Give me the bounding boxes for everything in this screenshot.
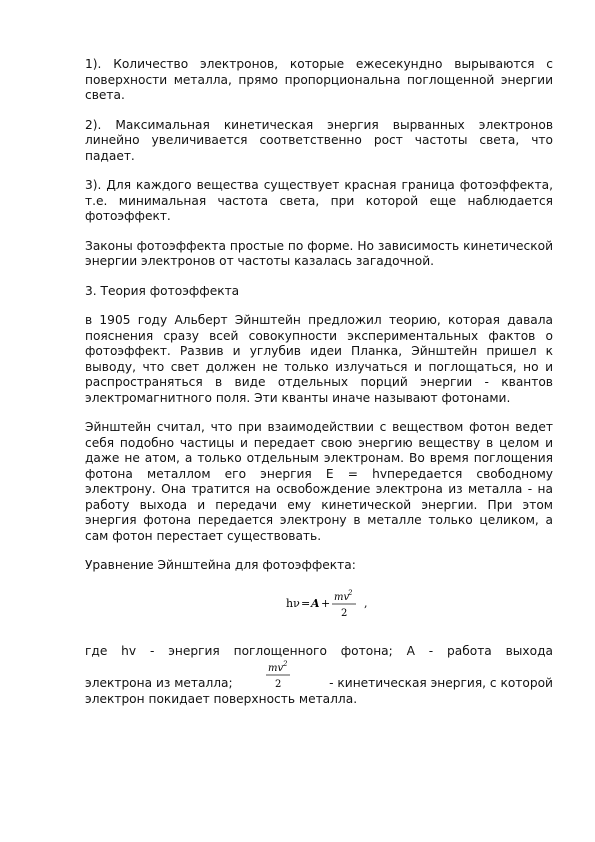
einstein-equation-svg	[284, 588, 384, 622]
equation-intro: Уравнение Эйнштейна для фотоэффекта:	[85, 558, 356, 572]
inline-frac-denominator: 2	[274, 678, 282, 690]
formula-lhs: hν	[286, 596, 300, 610]
einstein-interaction-paragraph: Эйнштейн считал, что при взаимодействии с веществом фотон ведет себя подобно частицы и передает свою энергию веществу в целом и даже не атом, а только отдельным электронам. Во время поглощения фотона металлом его энергия E = hvпередается свободному электрону. Она тратится на освобождение электрона из металла - на работу выхода и передачи ему кинетической энергии. При этом энергия фотона передается электрону в металле только целиком, а сам фотон перестает существовать.	[85, 420, 553, 543]
explanation-paragraph	[85, 644, 553, 707]
explanation-line-2-after: - кинетическая энергия, с которой	[329, 676, 553, 690]
explanation-line-1: где hv - энергия поглощенного фотона; A - работа выхода	[85, 644, 553, 658]
section-heading: 3. Теория фотоэффекта	[85, 283, 240, 298]
document-page	[85, 57, 553, 707]
formula-plus: +	[321, 596, 331, 610]
law-3-paragraph: 3). Для каждого вещества существует красная граница фотоэффекта, т.е. минимальная частота света, при которой еще наблюдается фотоэффект.	[85, 178, 553, 223]
law-2-paragraph: 2). Максимальная кинетическая энергия вырванных электронов линейно увеличивается соответственно рост частоты света, что падает.	[85, 117, 553, 163]
explanation-line-2	[85, 660, 553, 692]
explanation-line-2-before: электрона из металла;	[85, 676, 233, 690]
formula-trailing: ,	[364, 596, 368, 610]
laws-summary-paragraph: Законы фотоэффекта простые по форме. Но зависимость кинетической энергии электронов от частоты казалась загадочной.	[85, 238, 553, 268]
einstein-equation	[85, 588, 553, 627]
inline-frac-numerator: mv	[267, 662, 284, 674]
formula-work: A	[311, 596, 320, 610]
inline-frac-exponent: 2	[282, 659, 288, 668]
law-1-paragraph: 1). Количество электронов, которые ежесекундно вырываются с поверхности металла, прямо пропорциональна поглощенной энергии света.	[85, 57, 553, 102]
kinetic-energy-fraction	[264, 660, 298, 692]
formula-exponent: 2	[348, 588, 353, 597]
formula-numerator: mv	[334, 591, 350, 603]
formula-equals: =	[301, 596, 311, 610]
explanation-line-3: электрон покидает поверхность металла.	[85, 691, 358, 706]
formula-denominator: 2	[341, 607, 348, 619]
einstein-theory-paragraph: в 1905 году Альберт Эйнштейн предложил теорию, которая давала пояснения сразу всей совокупности экспериментальных фактов о фотоэффект. Развив и углубив идеи Планка, Эйнштейн пришел к выводу, что свет должен не только излучаться и поглощаться, но и распространяться в виде отдельных порций энергии - квантов электромагнитного поля. Эти кванты иначе называют фотонами.	[85, 313, 553, 405]
